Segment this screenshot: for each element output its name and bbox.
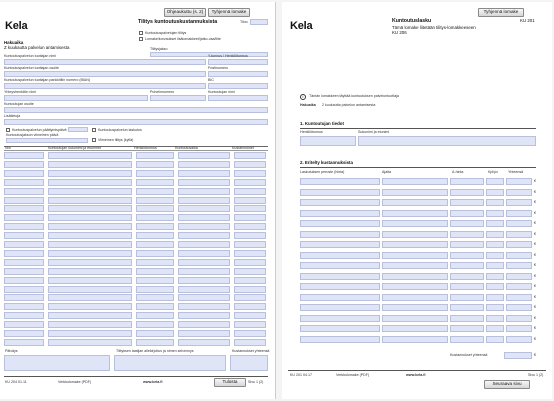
euro-sign: €: [534, 221, 536, 225]
table-cell[interactable]: [136, 250, 174, 257]
field-label: Kuntoutujan osoite: [4, 102, 34, 106]
table-cell[interactable]: [4, 241, 44, 248]
table-cell[interactable]: [4, 161, 44, 168]
field-label: BIC: [208, 78, 214, 82]
table-cell[interactable]: [4, 330, 44, 337]
date-label: Tilno: [240, 20, 248, 24]
itemization-cell[interactable]: [506, 199, 532, 206]
itemization-cell[interactable]: [382, 252, 448, 259]
itemization-cell[interactable]: [486, 262, 504, 269]
itemization-cell[interactable]: [300, 178, 380, 185]
itemization-cell[interactable]: [506, 273, 532, 280]
table-cell[interactable]: [48, 277, 132, 284]
contact-name-field[interactable]: [4, 95, 148, 101]
client-address-field[interactable]: [4, 107, 268, 113]
table-cell[interactable]: [178, 179, 230, 186]
table-cell[interactable]: [136, 232, 174, 239]
table-cell[interactable]: [136, 161, 174, 168]
itemization-cell[interactable]: [506, 315, 532, 322]
table-cell[interactable]: [234, 303, 266, 310]
date-sign-field[interactable]: [4, 355, 110, 371]
table-cell[interactable]: [4, 259, 44, 266]
iban-field[interactable]: [4, 83, 206, 89]
col-header: Henkilötunnus: [134, 146, 157, 150]
table-cell[interactable]: [136, 286, 174, 293]
itemization-cell[interactable]: [506, 336, 532, 343]
col-header: Yhteensä: [508, 170, 524, 174]
option-field[interactable]: [6, 138, 88, 143]
table-cell[interactable]: [234, 277, 266, 284]
table-cell[interactable]: [4, 188, 44, 195]
itemization-cell[interactable]: [382, 304, 448, 311]
table-cell[interactable]: [234, 312, 266, 319]
itemization-cell[interactable]: [506, 294, 532, 301]
col-header: A-hinta: [452, 170, 464, 174]
table-cell[interactable]: [136, 339, 174, 346]
provider-name-field[interactable]: [4, 59, 206, 65]
itemization-cell[interactable]: [506, 241, 532, 248]
deadline-text: 2 kuukautta palvelun antamisesta: [322, 103, 376, 107]
table-cell[interactable]: [178, 205, 230, 212]
euro-sign: €: [534, 315, 536, 320]
table-cell[interactable]: [178, 339, 230, 346]
option-label: Kuntoutuspalvelun päättymispäivä: [12, 128, 67, 132]
itemization-cell[interactable]: [450, 231, 484, 238]
field-label: Sukunimi ja etunimi: [358, 130, 390, 134]
itemization-cell[interactable]: [382, 210, 448, 217]
extra-info-field[interactable]: [4, 119, 268, 125]
itemization-cell[interactable]: [450, 283, 484, 290]
euro-sign: €: [534, 273, 536, 278]
footer-page: Sivu 1 (2): [528, 373, 544, 377]
table-cell[interactable]: [48, 223, 132, 230]
itemization-cell[interactable]: [300, 262, 380, 269]
table-cell[interactable]: [48, 214, 132, 221]
footer-code: KU 204 01.11: [5, 380, 27, 384]
table-cell[interactable]: [178, 188, 230, 195]
table-cell[interactable]: [178, 241, 230, 248]
footer-site: www.kela.fi: [406, 373, 426, 377]
period-label: Tilitysjakso: [150, 47, 168, 51]
date-field[interactable]: [250, 19, 268, 25]
table-cell[interactable]: [48, 259, 132, 266]
table-cell[interactable]: [136, 170, 174, 177]
table-cell[interactable]: [234, 179, 266, 186]
table-cell[interactable]: [48, 250, 132, 257]
table-cell[interactable]: [4, 179, 44, 186]
itemization-cell[interactable]: [450, 315, 484, 322]
right-form-page: [282, 2, 552, 399]
left-form-page: [0, 2, 276, 399]
itemization-cell[interactable]: [382, 283, 448, 290]
itemization-cell[interactable]: [486, 252, 504, 259]
table-cell[interactable]: [4, 303, 44, 310]
form-title: Kuntoutuslasku: [392, 18, 432, 24]
table-cell[interactable]: [234, 188, 266, 195]
itemization-cell[interactable]: [450, 178, 484, 185]
table-cell[interactable]: [4, 339, 44, 346]
table-cell[interactable]: [4, 321, 44, 328]
itemization-cell[interactable]: [382, 220, 448, 227]
table-cell[interactable]: [4, 223, 44, 230]
euro-sign: €: [534, 284, 536, 288]
itemization-cell[interactable]: [506, 252, 532, 259]
table-cell[interactable]: [178, 152, 230, 159]
itemization-cell[interactable]: [486, 294, 504, 301]
table-cell[interactable]: [234, 170, 266, 177]
table-cell[interactable]: [178, 277, 230, 284]
table-cell[interactable]: [4, 250, 44, 257]
itemization-cell[interactable]: [300, 273, 380, 280]
itemization-cell[interactable]: [506, 325, 532, 332]
table-cell[interactable]: [136, 312, 174, 319]
client-id-field[interactable]: [300, 136, 356, 146]
table-cell[interactable]: [234, 294, 266, 301]
total-label: Kustannukset yhteensä: [232, 349, 270, 353]
table-cell[interactable]: [136, 259, 174, 266]
itemization-cell[interactable]: [506, 304, 532, 311]
itemization-cell[interactable]: [486, 199, 504, 206]
itemization-cell[interactable]: [300, 231, 380, 238]
itemization-cell[interactable]: [382, 231, 448, 238]
table-cell[interactable]: [4, 268, 44, 275]
table-cell[interactable]: [178, 321, 230, 328]
phone-field[interactable]: [150, 95, 206, 101]
itemization-cell[interactable]: [450, 336, 484, 343]
footer-edition: Verkkolomake (PDF): [336, 373, 370, 377]
itemization-cell[interactable]: [486, 178, 504, 185]
table-cell[interactable]: [48, 161, 132, 168]
table-cell[interactable]: [48, 294, 132, 301]
table-cell[interactable]: [178, 330, 230, 337]
itemization-cell[interactable]: [486, 210, 504, 217]
table-cell[interactable]: [136, 205, 174, 212]
table-cell[interactable]: [136, 330, 174, 337]
form-subtitle: Tämä lomake liitetään tilitys-lomakkeeseen KU 206: [392, 25, 476, 36]
table-cell[interactable]: [178, 303, 230, 310]
print-button[interactable]: Tulosta: [214, 378, 246, 387]
table-cell[interactable]: [178, 294, 230, 301]
field-label: Kuntoutuspalvelun tuottajan nimi: [4, 54, 56, 58]
postal-code-field[interactable]: [208, 71, 268, 77]
table-cell[interactable]: [136, 152, 174, 159]
table-cell[interactable]: [136, 179, 174, 186]
table-cell[interactable]: [136, 294, 174, 301]
table-cell[interactable]: [4, 294, 44, 301]
table-cell[interactable]: [178, 197, 230, 204]
field-label: Puhelinnumero: [150, 90, 175, 94]
table-cell[interactable]: [4, 312, 44, 319]
table-cell[interactable]: [178, 250, 230, 257]
itemization-cell[interactable]: [382, 199, 448, 206]
table-cell[interactable]: [48, 330, 132, 337]
itemization-cell[interactable]: [506, 262, 532, 269]
field-label: Kuntoutuspalvelun tuottajan osoite: [4, 66, 59, 70]
table-cell[interactable]: [136, 303, 174, 310]
itemization-cell[interactable]: [450, 262, 484, 269]
field-label: Postinumero: [208, 66, 229, 70]
footer-code: KU 201 04.17: [290, 373, 312, 377]
table-cell[interactable]: [234, 339, 266, 346]
field-label: Lisätietoja: [4, 114, 21, 118]
table-cell[interactable]: [136, 321, 174, 328]
form-title: Tilitys kuntoutuskustannuksista: [138, 19, 218, 25]
table-cell[interactable]: [136, 277, 174, 284]
option-label: Kuntoutuspalvelun laskutus: [98, 128, 142, 132]
euro-sign: €: [534, 200, 536, 204]
date-label: Päiväys: [5, 349, 18, 353]
table-cell[interactable]: [234, 259, 266, 266]
client-name-field[interactable]: [208, 95, 268, 101]
euro-sign: €: [534, 353, 536, 357]
itemization-cell[interactable]: [382, 273, 448, 280]
total-field[interactable]: [504, 352, 532, 359]
table-cell[interactable]: [234, 330, 266, 337]
table-cell[interactable]: [234, 268, 266, 275]
option-checkbox[interactable]: [6, 128, 10, 132]
bic-field[interactable]: [208, 83, 268, 89]
itemization-cell[interactable]: [506, 220, 532, 227]
table-cell[interactable]: [48, 170, 132, 177]
table-cell[interactable]: [48, 303, 132, 310]
table-cell[interactable]: [234, 286, 266, 293]
total-field[interactable]: [230, 355, 268, 371]
checkbox-2-label: Lomake/korvaukset lisälomakkeet/jatko-osa/liite: [145, 37, 221, 41]
col-header: Ajalta: [382, 170, 391, 174]
footer-site: www.kela.fi: [143, 380, 163, 384]
field-label: Yhteyshenkilön nimi: [4, 90, 36, 94]
euro-sign: €: [534, 326, 536, 330]
signature-label: Tilityksen laatijan allekirjoitus ja nimen selvennys: [116, 349, 194, 353]
table-cell[interactable]: [48, 197, 132, 204]
cost-table: [4, 152, 268, 348]
deadline-label: Hakuaika: [300, 103, 316, 107]
euro-sign: €: [534, 305, 536, 309]
itemization-cell[interactable]: [450, 241, 484, 248]
table-cell[interactable]: [178, 170, 230, 177]
table-cell[interactable]: [178, 232, 230, 239]
total-label: Kustannukset yhteensä: [450, 353, 488, 357]
table-cell[interactable]: [178, 214, 230, 221]
info-text: Tämän lomakkeen täyttää kuntoutuksen palveluntuottaja: [309, 94, 399, 98]
itemization-cell[interactable]: [450, 189, 484, 196]
applicant-heading: Hakuaika: [4, 40, 24, 45]
itemization-cell[interactable]: [450, 220, 484, 227]
euro-sign: €: [534, 242, 536, 246]
table-cell[interactable]: [178, 312, 230, 319]
table-cell[interactable]: [4, 152, 44, 159]
field-label: Henkilötunnus: [300, 130, 323, 134]
itemization-cell[interactable]: [486, 283, 504, 290]
euro-sign: €: [534, 336, 536, 341]
itemization-cell[interactable]: [486, 273, 504, 280]
table-cell[interactable]: [234, 214, 266, 221]
next-page-button[interactable]: Seuraava sivu: [484, 380, 530, 389]
table-cell[interactable]: [136, 188, 174, 195]
euro-sign: €: [534, 294, 536, 299]
itemization-cell[interactable]: [300, 336, 380, 343]
table-cell[interactable]: [4, 286, 44, 293]
clear-form-button[interactable]: Tyhjennä lomake: [478, 8, 524, 17]
table-cell[interactable]: [48, 339, 132, 346]
itemization-cell[interactable]: [506, 283, 532, 290]
table-cell[interactable]: [178, 259, 230, 266]
table-cell[interactable]: [178, 286, 230, 293]
table-cell[interactable]: [48, 188, 132, 195]
euro-sign: €: [534, 263, 536, 267]
itemization-cell[interactable]: [300, 315, 380, 322]
itemization-cell[interactable]: [450, 325, 484, 332]
table-cell[interactable]: [136, 241, 174, 248]
table-cell[interactable]: [234, 241, 266, 248]
euro-sign: €: [534, 189, 536, 194]
itemization-cell[interactable]: [450, 210, 484, 217]
business-id-field[interactable]: [208, 59, 268, 65]
col-header: Kpl/pv: [488, 170, 498, 174]
itemization-cell[interactable]: [486, 231, 504, 238]
signature-field[interactable]: [114, 355, 226, 371]
applicant-sub: Z kuukautta palvelun antamisesta: [4, 45, 70, 50]
table-cell[interactable]: [234, 197, 266, 204]
table-cell[interactable]: [234, 321, 266, 328]
itemization-cell[interactable]: [506, 231, 532, 238]
option-checkbox[interactable]: [92, 128, 96, 132]
table-cell[interactable]: [136, 268, 174, 275]
itemization-cell[interactable]: [486, 241, 504, 248]
itemization-cell[interactable]: [300, 252, 380, 259]
itemization-cell[interactable]: [382, 262, 448, 269]
itemization-cell[interactable]: [382, 178, 448, 185]
table-cell[interactable]: [136, 197, 174, 204]
itemization-cell[interactable]: [486, 220, 504, 227]
table-cell[interactable]: [48, 179, 132, 186]
table-cell[interactable]: [48, 321, 132, 328]
table-cell[interactable]: [48, 312, 132, 319]
col-header: Kuntoutusaika: [175, 146, 198, 150]
section-1-title: 1. Kuntoutujan tiedot: [300, 121, 344, 126]
table-cell[interactable]: [48, 268, 132, 275]
table-cell[interactable]: [178, 161, 230, 168]
itemization-cell[interactable]: [300, 283, 380, 290]
itemization-cell[interactable]: [486, 315, 504, 322]
table-cell[interactable]: [234, 250, 266, 257]
option-label: Kuntoutusjakson viimeinen päivä: [6, 133, 59, 137]
col-header: Kuntoutujan sukunimi ja etunimet: [48, 146, 101, 150]
field-label: Kuntoutujan nimi: [208, 90, 235, 94]
section-2-title: 2. Eritelty kustannuksista: [300, 160, 353, 165]
table-cell[interactable]: [178, 223, 230, 230]
itemization-cell[interactable]: [450, 273, 484, 280]
table-cell[interactable]: [4, 170, 44, 177]
itemization-cell[interactable]: [300, 210, 380, 217]
euro-sign: €: [534, 252, 536, 257]
euro-sign: €: [534, 179, 536, 183]
itemization-cell[interactable]: [300, 220, 380, 227]
col-header: Kustannukset: [232, 146, 254, 150]
itemization-cell[interactable]: [300, 325, 380, 332]
table-cell[interactable]: [48, 241, 132, 248]
itemization-cell[interactable]: [300, 304, 380, 311]
cost-itemization-table: [282, 178, 552, 348]
table-cell[interactable]: [234, 223, 266, 230]
option-checkbox[interactable]: [92, 138, 96, 142]
itemization-cell[interactable]: [506, 189, 532, 196]
checkbox-1-label: Kuntoutuspalvelujen tilitys: [145, 31, 187, 35]
itemization-cell[interactable]: [300, 199, 380, 206]
euro-sign: €: [534, 210, 536, 215]
table-cell[interactable]: [48, 152, 132, 159]
table-cell[interactable]: [4, 277, 44, 284]
itemization-cell[interactable]: [486, 325, 504, 332]
itemization-cell[interactable]: [486, 336, 504, 343]
table-cell[interactable]: [4, 197, 44, 204]
table-cell[interactable]: [234, 232, 266, 239]
checkbox-2[interactable]: [139, 37, 143, 41]
itemization-cell[interactable]: [506, 210, 532, 217]
table-cell[interactable]: [234, 152, 266, 159]
field-label: Kuntoutuspalvelun tuottajan pankkitilin numero (IBAN): [4, 78, 91, 82]
table-cell[interactable]: [48, 232, 132, 239]
itemization-cell[interactable]: [382, 336, 448, 343]
table-cell[interactable]: [136, 223, 174, 230]
info-icon: i: [300, 94, 306, 100]
table-cell[interactable]: [178, 268, 230, 275]
footer-page: Sivu 1 (2): [248, 380, 264, 384]
option-date-field[interactable]: [68, 127, 88, 132]
table-cell[interactable]: [4, 205, 44, 212]
table-cell[interactable]: [48, 286, 132, 293]
client-name-field[interactable]: [358, 136, 536, 146]
field-label: Y-tunnus / Henkilötunnus: [208, 54, 248, 58]
form-code: KU 201: [520, 18, 535, 23]
itemization-cell[interactable]: [300, 241, 380, 248]
itemization-cell[interactable]: [450, 252, 484, 259]
itemization-cell[interactable]: [382, 241, 448, 248]
instructions-button[interactable]: Ohjeaukuttu (s. 2): [164, 8, 206, 17]
footer-edition: Verkkolomake (PDF): [58, 380, 92, 384]
euro-sign: €: [534, 231, 536, 236]
itemization-cell[interactable]: [486, 304, 504, 311]
itemization-cell[interactable]: [450, 304, 484, 311]
col-header: Laskutuksen peruste (hinta): [300, 170, 345, 174]
table-cell[interactable]: [234, 205, 266, 212]
table-cell[interactable]: [4, 232, 44, 239]
provider-address-field[interactable]: [4, 71, 206, 77]
table-cell[interactable]: [4, 214, 44, 221]
option-label: Viimeinen tilitys (kyllä): [98, 138, 134, 142]
table-cell[interactable]: [136, 214, 174, 221]
itemization-cell[interactable]: [450, 294, 484, 301]
itemization-cell[interactable]: [382, 315, 448, 322]
kela-logo: Kela: [5, 20, 28, 32]
itemization-cell[interactable]: [300, 294, 380, 301]
itemization-cell[interactable]: [382, 325, 448, 332]
checkbox-1[interactable]: [139, 31, 143, 35]
itemization-cell[interactable]: [486, 189, 504, 196]
itemization-cell[interactable]: [300, 189, 380, 196]
table-cell[interactable]: [48, 205, 132, 212]
itemization-cell[interactable]: [506, 178, 532, 185]
table-cell[interactable]: [234, 161, 266, 168]
clear-form-button[interactable]: Tyhjennä lomake: [208, 8, 250, 17]
itemization-cell[interactable]: [382, 294, 448, 301]
itemization-cell[interactable]: [382, 189, 448, 196]
kela-logo: Kela: [290, 20, 313, 32]
itemization-cell[interactable]: [450, 199, 484, 206]
col-header: Nro: [5, 146, 11, 150]
